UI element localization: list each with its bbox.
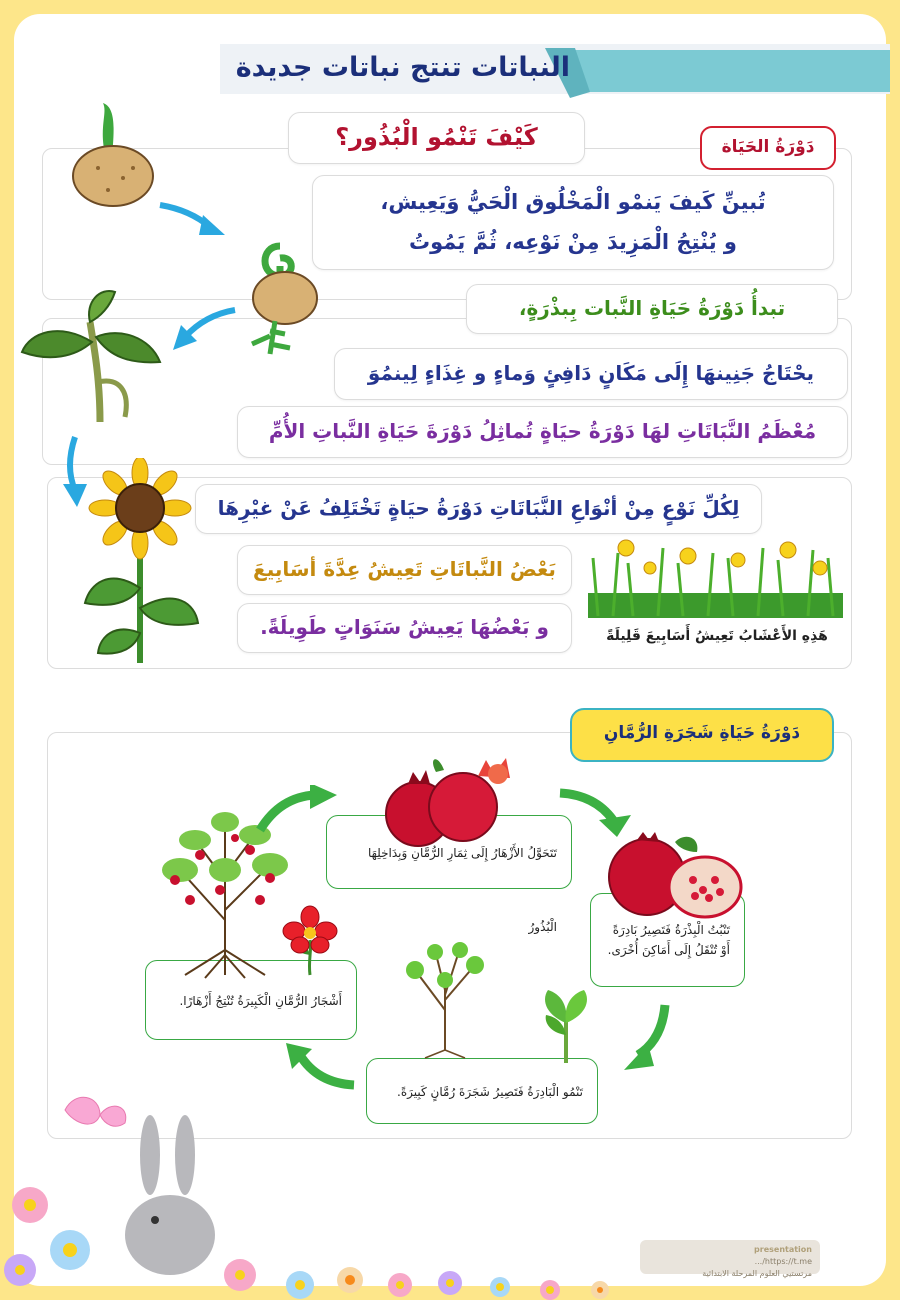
different-cycle-text: لِكُلِّ نَوْعٍ مِنْ أنْوَاعِ النَّبَاتَاتِ دَوْرَةُ حيَاةٍ تَخْتَلِفُ عَنْ غيْرِهَا [195,484,762,534]
pomegranate-tree-icon [150,810,300,980]
step-2-line-2: أَوْ تُنْقَلُ إِلَى أَمَاكِنَ أُخْرَى. [607,943,730,957]
sunflower-icon [80,458,200,668]
arrow-icon [165,305,240,355]
cycle-arrow-icon [255,785,340,835]
step-seedling-to-tree: تَنْمُو الْبَادِرَةُ فَتَصِيرُ شَجَرَةَ رُمَّانٍ كَبِيرَةً. [366,1058,598,1124]
seedling-icon [536,985,596,1065]
young-plant-icon [20,282,165,427]
pomegranate-badge: دَوْرَةُ حَيَاةِ شَجَرَةِ الرُّمَّانِ [570,708,834,762]
similar-cycle-text: مُعْظَمُ النَّبَاتَاتِ لهَا دَوْرَةُ حيَاةٍ تُماثِلُ دَوْرَةَ حَيَاةِ النَّباتِ الأُمِّ [237,406,848,458]
decorative-flowers-bunny [0,1085,650,1300]
step-tree-to-flowers: أَشْجَارُ الرُّمَّانِ الْكَبِيرَةُ تُنْتِجُ أَزْهَارًا. [145,960,357,1040]
grass-icon [588,538,843,618]
young-tree-icon [395,940,495,1060]
step-flowers-to-fruit: تَتَحَوَّلُ الأَزْهَارُ إِلَى ثِمَارِ الرُّمَّانِ وَبِدَاخِلِهَا الْبُذُورُ [326,815,572,889]
cycle-arrow-icon [282,1035,360,1090]
seed-icon [68,98,158,213]
cycle-arrow-icon [555,785,635,840]
definition-line-2: و يُنْتِجُ الْمَزِيدَ مِنْ نَوْعِه، ثُمَّ يَمُوتُ [409,230,737,254]
weeks-text: بَعْضُ النَّباتَاتِ تَعِيشُ عِدَّةَ أسَابِيعَ [237,545,572,595]
watermark-line-3: مرتستيي العلوم المرحلة الابتدائية [702,1269,812,1278]
seed-start-text: تبدأُ دَوْرَةُ حَيَاةِ النَّبات بِبذْرَةٍ، [466,284,838,334]
needs-text: يحْتَاجُ جَنِينهَا إِلَى مَكَانٍ دَافِئٍ وَماءٍ و غِذَاءٍ لِينمُوَ [334,348,848,400]
cut-pomegranate-icon [605,832,745,922]
years-text: و بَعْضُهَا يَعِيشُ سَنَوَاتٍ طَوِيلَةً. [237,603,572,653]
life-cycle-badge: دَوْرَةُ الحَيَاة [700,126,836,170]
question-heading: كَيْفَ تَنْمُو الْبُذُور؟ [288,112,585,164]
watermark-line-1: presentation [754,1245,812,1254]
watermark-line-2: https://t.me/... [754,1257,812,1266]
sprouting-seed-icon [240,236,320,366]
watermark-badge [640,1240,820,1278]
cycle-arrow-icon [620,1000,675,1075]
definition-box [312,175,834,270]
pomegranate-fruits-icon [378,752,528,852]
page-title: النباتات تنتج نباتات جديدة [235,52,570,83]
step-2-line-1: تَنْبُتُ الْبِذْرَةُ فَتَصِيرُ بَادِرَةً [612,923,730,937]
pomegranate-flower-icon [280,905,342,977]
arrow-icon [155,195,230,240]
grass-caption: هَذِهِ الأَعْشَابُ تَعِيشُ أَسَابِيعَ قَلِيلَةً [606,628,828,644]
definition-line-1: تُبينِّ كَيفَ يَنمْو الْمَخْلُوق الْحَيُّ وَيَعِيش، [380,190,766,214]
